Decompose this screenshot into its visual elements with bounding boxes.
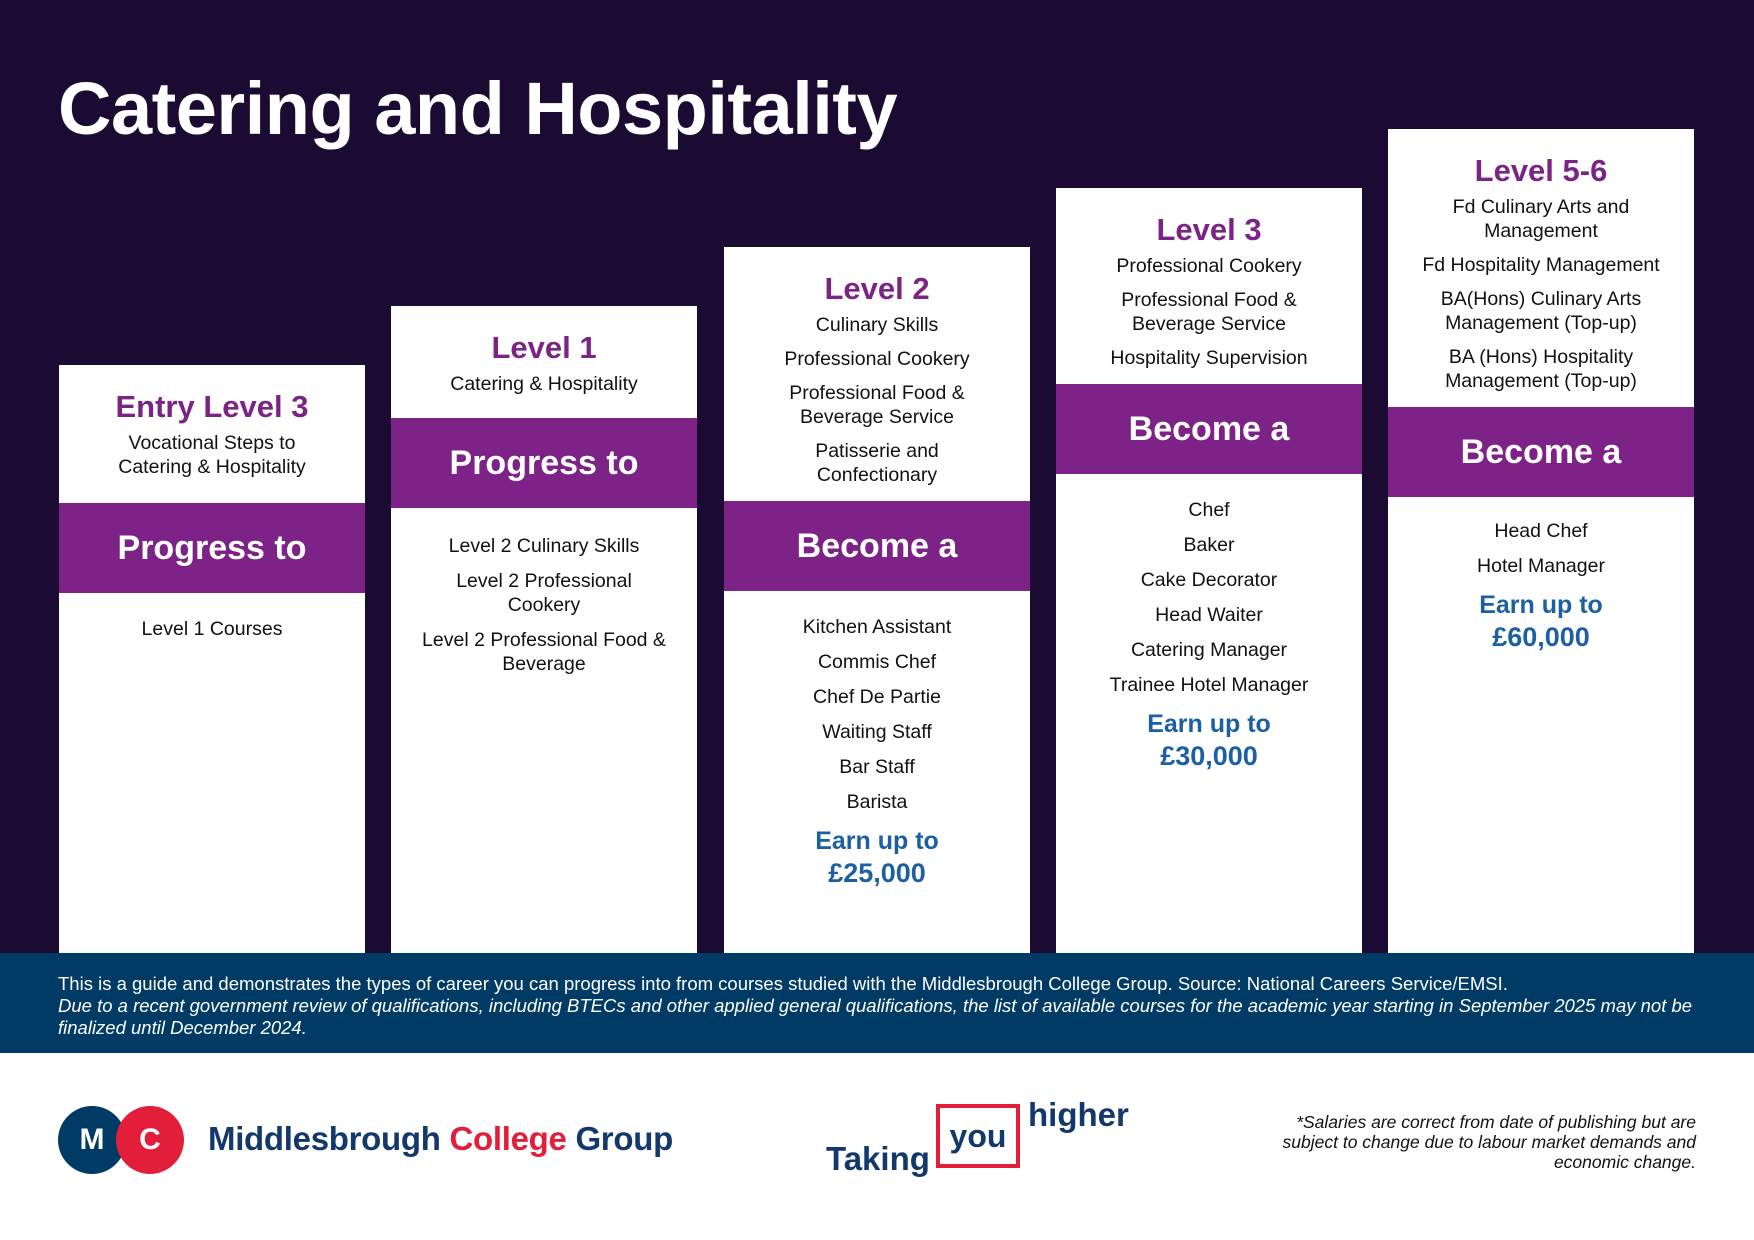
course-item: Hospitality Supervision [1110, 347, 1308, 369]
slogan-higher: higher [1028, 1096, 1129, 1133]
brand-part-3: Group [575, 1120, 673, 1157]
course-item: Professional Food & Beverage Service [1121, 289, 1297, 335]
career-item: Waiting Staff [822, 721, 932, 743]
level-title: Entry Level 3 [115, 389, 309, 424]
course-item: Professional Food & Beverage Service [789, 382, 965, 428]
career-item: Bar Staff [839, 756, 915, 778]
level-title: Level 5-6 [1474, 153, 1608, 188]
logo-c-circle: C [116, 1106, 184, 1174]
earn-label: Earn up to [815, 827, 939, 855]
become-band: Become a [1388, 407, 1694, 497]
outcome-item: Level 2 Professional Cookery [456, 570, 632, 616]
column-courses [59, 365, 365, 503]
career-item: Barista [846, 791, 908, 813]
level-title: Level 3 [1156, 212, 1262, 247]
progress-band: Progress to [59, 503, 365, 593]
course-item: Professional Cookery [1116, 255, 1302, 277]
slogan-taking: Taking [826, 1140, 930, 1177]
outcome-item: Level 1 Courses [141, 618, 283, 640]
career-item: Trainee Hotel Manager [1109, 674, 1309, 696]
career-item: Chef [1188, 499, 1230, 521]
outcome-item: Level 2 Professional Food & Beverage [422, 629, 666, 675]
footer-notice [0, 953, 1754, 1053]
column-outcomes [1388, 497, 1694, 663]
become-band: Become a [1056, 384, 1362, 474]
progress-band: Progress to [391, 418, 697, 508]
column-level-2 [724, 247, 1030, 953]
career-item: Cake Decorator [1140, 569, 1278, 591]
course-item: BA(Hons) Culinary Arts Management (Top-up) [1440, 288, 1642, 334]
level-title: Level 2 [824, 271, 930, 306]
career-item: Chef De Partie [813, 686, 941, 708]
salary-value: £30,000 [1160, 741, 1258, 771]
level-title: Level 1 [491, 330, 597, 365]
column-outcomes [59, 593, 365, 662]
column-outcomes [724, 591, 1030, 899]
earn-label: Earn up to [1479, 591, 1603, 619]
course-item: BA (Hons) Hospitality Management (Top-up) [1445, 346, 1637, 392]
column-level-5-6 [1388, 129, 1694, 953]
column-outcomes [1056, 474, 1362, 782]
column-courses [1056, 188, 1362, 384]
course-item: Patisserie and Confectionary [815, 440, 939, 486]
page-title: Catering and Hospitality [58, 67, 898, 150]
course-item: Fd Culinary Arts and Management [1452, 196, 1630, 242]
career-item: Head Chef [1494, 520, 1588, 542]
brand-part-1: Middlesbrough [208, 1120, 441, 1157]
career-item: Commis Chef [817, 651, 937, 673]
career-item: Baker [1183, 534, 1235, 556]
column-courses [1388, 129, 1694, 407]
logo-m-circle: M [58, 1106, 126, 1174]
brand-name [208, 1120, 673, 1158]
career-item: Kitchen Assistant [802, 616, 952, 638]
salary-value: £60,000 [1492, 622, 1590, 652]
brand-part-2: College [449, 1120, 567, 1157]
earn-label: Earn up to [1147, 710, 1271, 738]
course-item: Culinary Skills [815, 314, 939, 336]
salary-disclaimer: *Salaries are correct from date of publishing but are subject to change due to labour market demands and economic change. [1282, 1112, 1696, 1172]
footer-guide-text: This is a guide and demonstrates the types of career you can progress into from courses studied with the Middlesbrough College Group. Source: National Careers Service/EMSI. [58, 973, 1508, 994]
column-level-1 [391, 306, 697, 953]
college-logo [58, 1106, 186, 1174]
column-entry-level-3 [59, 365, 365, 953]
course-item: Fd Hospitality Management [1422, 254, 1660, 276]
course-item: Catering & Hospitality [450, 373, 638, 395]
course-item: Vocational Steps to Catering & Hospitality [118, 432, 306, 478]
slogan-you-box: you [936, 1104, 1020, 1168]
footer-review-text: Due to a recent government review of qualifications, including BTECs and other applied general qualifications, the list of available courses for the academic year starting in September 2025 may not be finalized until December 2024. [58, 995, 1693, 1038]
become-band: Become a [724, 501, 1030, 591]
career-item: Head Waiter [1155, 604, 1263, 626]
career-item: Catering Manager [1130, 639, 1288, 661]
column-courses [391, 306, 697, 418]
column-level-3 [1056, 188, 1362, 953]
column-outcomes [391, 508, 697, 697]
outcome-item: Level 2 Culinary Skills [448, 535, 640, 557]
career-item: Hotel Manager [1477, 555, 1605, 577]
salary-value: £25,000 [828, 858, 926, 888]
column-courses [724, 247, 1030, 501]
course-item: Professional Cookery [784, 348, 970, 370]
